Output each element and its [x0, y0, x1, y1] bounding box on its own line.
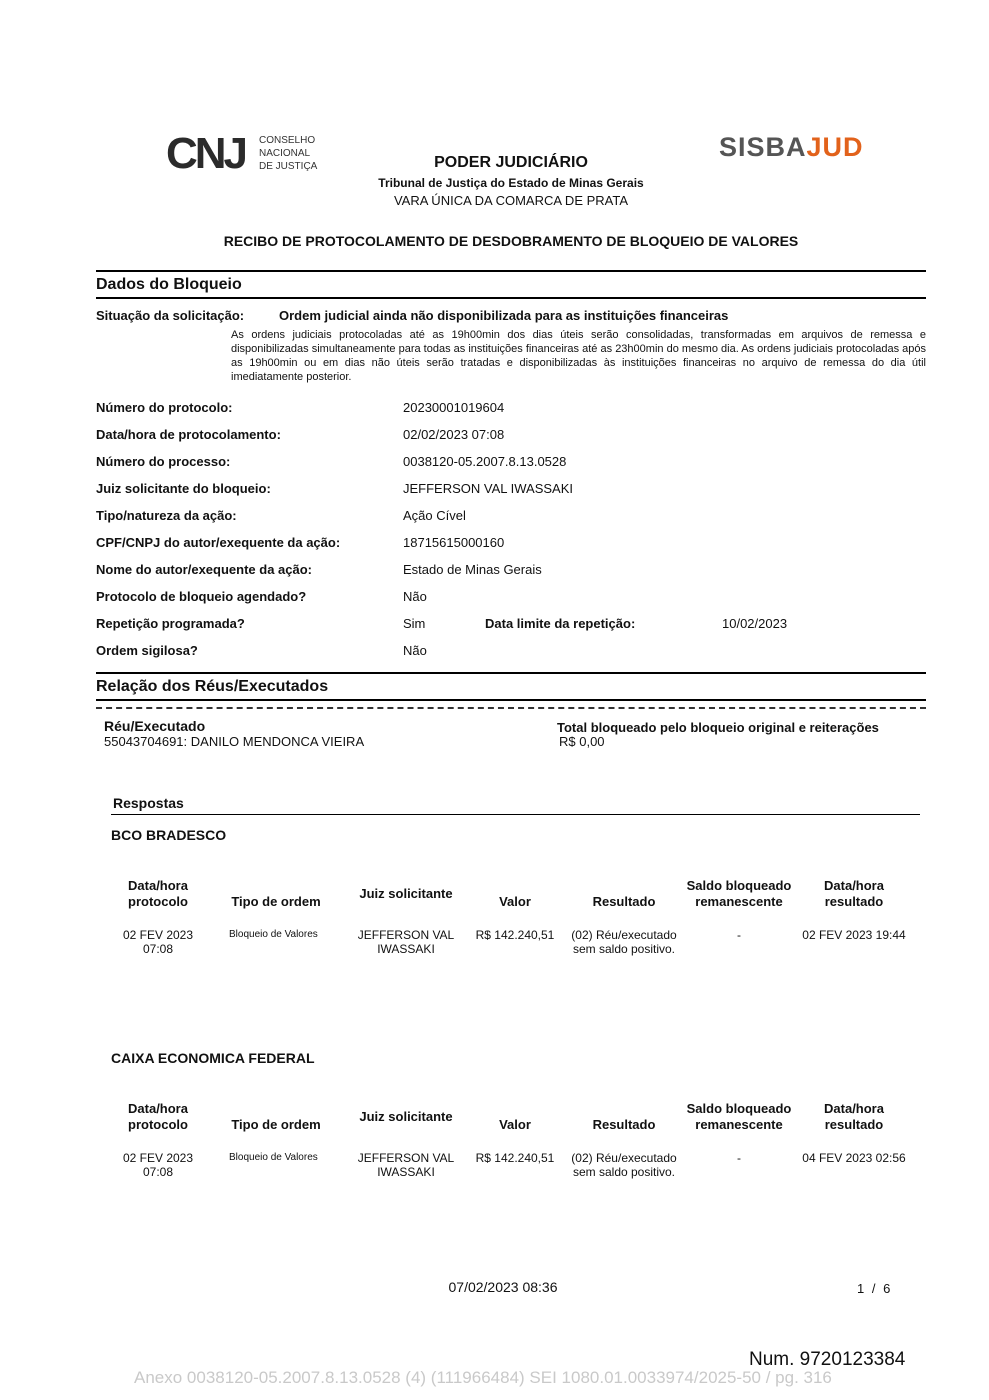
- respostas-title: Respostas: [113, 795, 184, 811]
- th-juiz: Juiz solicitante: [359, 1109, 453, 1124]
- footer-date: 07/02/2023 08:36: [448, 1279, 558, 1295]
- th-saldo: Saldo bloqueado remanescente: [686, 878, 792, 909]
- th-resultado: Resultado: [592, 1117, 656, 1132]
- section-reus: [96, 672, 926, 701]
- row-label: Número do protocolo:: [96, 400, 233, 415]
- row-label: Juiz solicitante do bloqueio:: [96, 481, 271, 496]
- th-resultado: Resultado: [592, 894, 656, 909]
- anexo-watermark: Anexo 0038120-05.2007.8.13.0528 (4) (111966484) SEI 1080.01.0033974/2025-50 / pg. 316: [134, 1368, 832, 1387]
- th-valor: Valor: [499, 894, 531, 909]
- document-title: RECIBO DE PROTOCOLAMENTO DE DESDOBRAMENTO DE BLOQUEIO DE VALORES: [223, 233, 799, 249]
- data-limite-label: Data limite da repetição:: [485, 616, 636, 631]
- situacao-value: Ordem judicial ainda não disponibilizada para as instituições financeiras: [279, 308, 729, 323]
- th-tipo-ordem: Tipo de ordem: [231, 894, 321, 909]
- total-title: Total bloqueado pelo bloqueio original e reiterações: [557, 720, 879, 735]
- respostas-divider: [111, 814, 920, 815]
- reu-title: Réu/Executado: [104, 718, 206, 734]
- td-resultado: (02) Réu/executado sem saldo positivo.: [571, 928, 677, 956]
- td-juiz: JEFFERSON VAL IWASSAKI: [357, 928, 455, 956]
- section-title-reus: Relação dos Réus/Executados: [96, 678, 329, 695]
- td-tipo-ordem: Bloqueio de Valores: [229, 929, 318, 940]
- td-saldo: -: [737, 1151, 741, 1165]
- td-data-resultado: 04 FEV 2023 02:56: [802, 1151, 906, 1165]
- total-value: R$ 0,00: [559, 734, 605, 749]
- row-value: JEFFERSON VAL IWASSAKI: [403, 481, 573, 496]
- reu-value: 55043704691: DANILO MENDONCA VIEIRA: [104, 734, 365, 749]
- situacao-label: Situação da solicitação:: [96, 308, 245, 323]
- bank-name: CAIXA ECONOMICA FEDERAL: [111, 1050, 315, 1066]
- row-value: Não: [403, 643, 427, 658]
- document-number: Num. 9720123384: [749, 1349, 906, 1370]
- row-label: Número do processo:: [96, 454, 231, 469]
- th-saldo: Saldo bloqueado remanescente: [686, 1101, 792, 1132]
- th-juiz: Juiz solicitante: [359, 886, 453, 901]
- sisbajud-logo-part-1: SISBA: [719, 132, 807, 162]
- row-label: Repetição programada?: [96, 616, 245, 631]
- td-saldo: -: [737, 928, 741, 942]
- row-value: Não: [403, 589, 427, 604]
- td-juiz: JEFFERSON VAL IWASSAKI: [357, 1151, 455, 1179]
- th-data-protocolo: Data/hora protocolo: [128, 878, 188, 909]
- cnj-line-3: DE JUSTIÇA: [259, 161, 318, 172]
- cnj-logo: [166, 129, 326, 178]
- th-data-protocolo: Data/hora protocolo: [128, 1101, 188, 1132]
- td-data-protocolo: 02 FEV 2023 07:08: [122, 1151, 194, 1179]
- cnj-line-1: CONSELHO: [259, 135, 316, 146]
- td-resultado: (02) Réu/executado sem saldo positivo.: [571, 1151, 677, 1179]
- header-poder: PODER JUDICIÁRIO: [434, 154, 588, 171]
- row-value: Ação Cível: [403, 508, 466, 523]
- sisbajud-logo: [719, 132, 864, 162]
- row-label: CPF/CNPJ do autor/exequente da ação:: [96, 535, 341, 550]
- row-value: 20230001019604: [403, 400, 505, 415]
- situacao-note: As ordens judiciais protocoladas até as 19h00min dos dias úteis serão consolidadas, transformadas em arquivos de remessa e disponibilizadas simultaneamente para todas as instituições financeiras até as 23h00min do mesmo dia. As ordens judiciais protocoladas após as 19h00min ou em dias não úteis serão tratadas e disponibilizadas às instituições financeiras no arquivo de remessa do dia útil imediatamente posterior.: [231, 329, 926, 383]
- sisbajud-logo-part-2: JUD: [806, 132, 864, 162]
- td-valor: R$ 142.240,51: [475, 1151, 555, 1165]
- row-value: 18715615000160: [403, 535, 505, 550]
- cnj-logo-letters: CNJ: [166, 129, 246, 178]
- page-number: 1 / 6: [857, 1281, 891, 1296]
- row-label: Ordem sigilosa?: [96, 643, 198, 658]
- row-label: Protocolo de bloqueio agendado?: [96, 589, 307, 604]
- section-dados-bloqueio: [96, 270, 926, 299]
- row-label: Tipo/natureza da ação:: [96, 508, 237, 523]
- row-value: 02/02/2023 07:08: [403, 427, 505, 442]
- th-data-resultado: Data/hora resultado: [824, 878, 884, 909]
- row-label: Data/hora de protocolamento:: [96, 427, 281, 442]
- td-data-resultado: 02 FEV 2023 19:44: [802, 928, 906, 942]
- data-limite-value: 10/02/2023: [722, 616, 788, 631]
- row-value: 0038120-05.2007.8.13.0528: [403, 454, 567, 469]
- th-valor: Valor: [499, 1117, 531, 1132]
- row-value: Sim: [403, 616, 426, 631]
- th-data-resultado: Data/hora resultado: [824, 1101, 884, 1132]
- dashed-divider: [96, 707, 926, 709]
- td-data-protocolo: 02 FEV 2023 07:08: [122, 928, 194, 956]
- header-vara: VARA ÚNICA DA COMARCA DE PRATA: [393, 193, 629, 208]
- cnj-line-2: NACIONAL: [259, 148, 311, 159]
- cnj-logo-text: [259, 134, 317, 173]
- header-tribunal: Tribunal de Justiça do Estado de Minas Gerais: [378, 176, 644, 190]
- bank-name: BCO BRADESCO: [111, 827, 227, 843]
- row-label: Nome do autor/exequente da ação:: [96, 562, 312, 577]
- section-title-dados: Dados do Bloqueio: [96, 276, 242, 293]
- td-valor: R$ 142.240,51: [475, 928, 555, 942]
- row-value: Estado de Minas Gerais: [403, 562, 542, 577]
- td-tipo-ordem: Bloqueio de Valores: [229, 1152, 318, 1163]
- th-tipo-ordem: Tipo de ordem: [231, 1117, 321, 1132]
